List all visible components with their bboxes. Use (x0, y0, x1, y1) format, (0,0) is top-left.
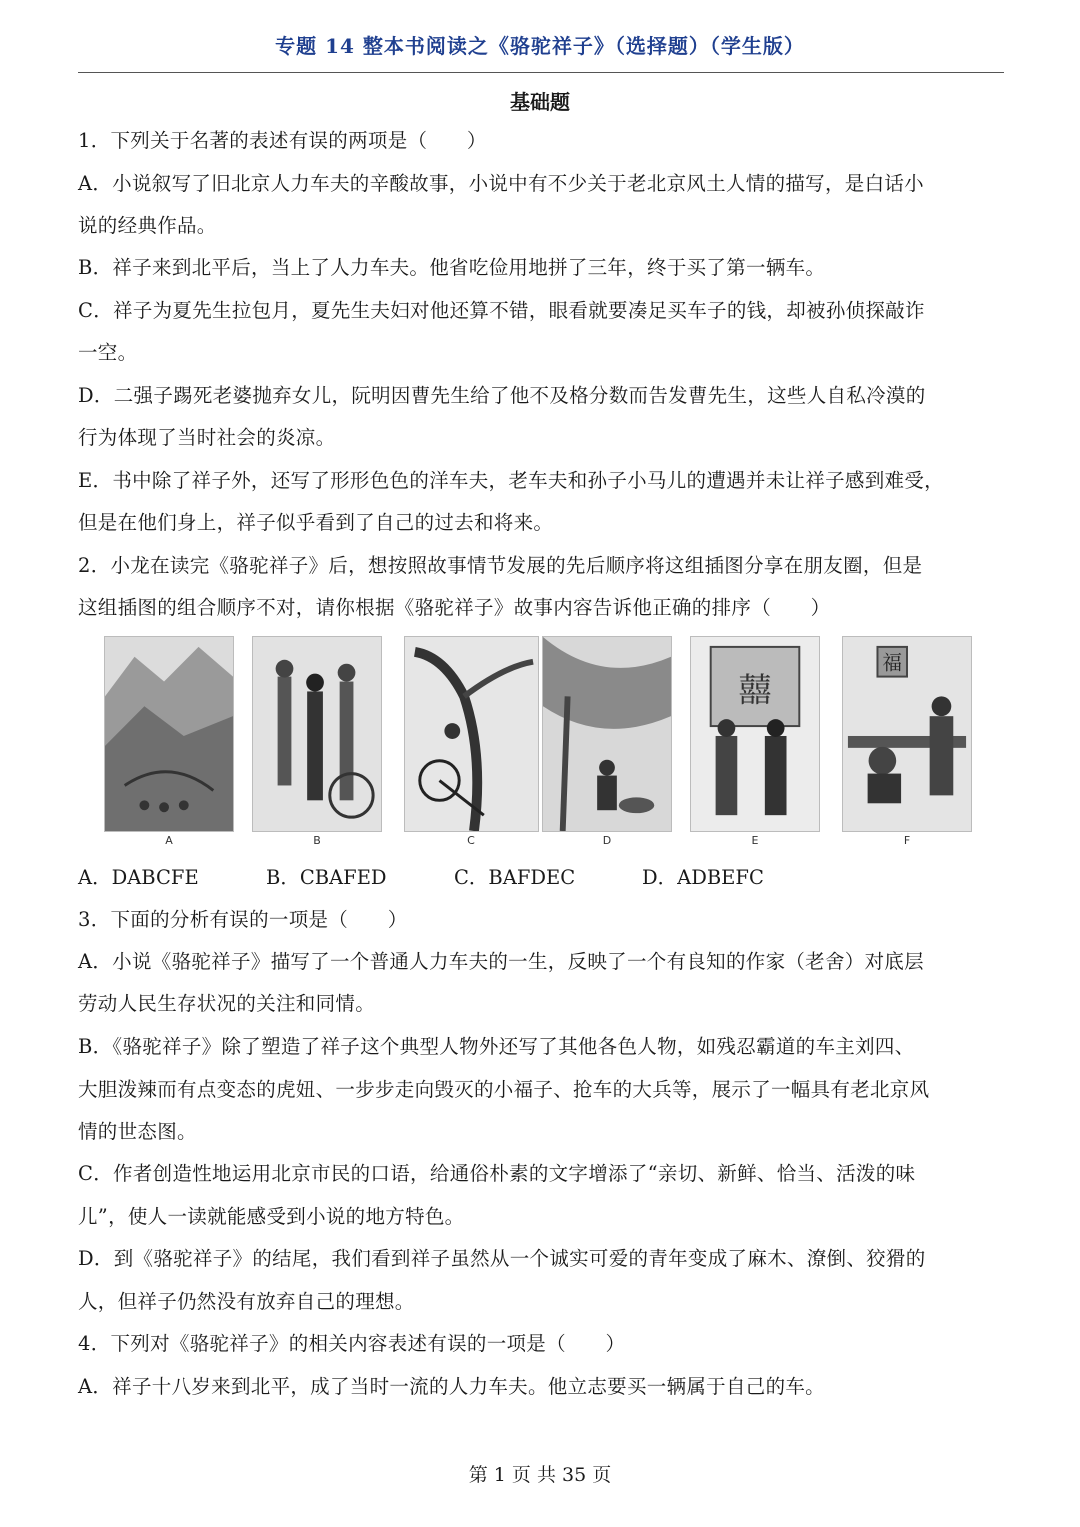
question-4-stem: 4．下列对《骆驼祥子》的相关内容表述有误的一项是（ ） (78, 1332, 626, 1355)
illustration-f (842, 636, 972, 832)
question-1-option-d: D．二强子踢死老婆抛弃女儿，阮明因曹先生给了他不及格分数而告发曹先生，这些人自私冷漠的 (78, 384, 926, 407)
illustration-strip (100, 636, 980, 854)
question-2-option-a: A．DABCFE (78, 866, 199, 889)
question-3-stem: 3．下面的分析有误的一项是（ ） (78, 908, 408, 931)
question-1-option-b: B．祥子来到北平后，当上了人力车夫。他省吃俭用地拼了三年，终于买了第一辆车。 (78, 256, 826, 279)
illustration-d (542, 636, 672, 832)
question-1-option-c-cont: 一空。 (78, 341, 138, 364)
illustration-b (252, 636, 382, 832)
question-2-option-d: D．ADBEFC (642, 866, 764, 889)
question-1-option-c: C．祥子为夏先生拉包月，夏先生夫妇对他还算不错，眼看就要凑足买车子的钱，却被孙侦探敲诈 (78, 299, 925, 322)
header-divider (78, 72, 1004, 73)
question-3-option-b: B．《骆驼祥子》除了塑造了祥子这个典型人物外还写了其他各色人物，如残忍霸道的车主刘四、 (78, 1035, 915, 1058)
illustration-c (404, 636, 539, 832)
question-2-stem: 2．小龙在读完《骆驼祥子》后，想按照故事情节发展的先后顺序将这组插图分享在朋友圈，但是 (78, 554, 923, 577)
question-2-options (78, 864, 1008, 892)
illustration-label-f: F (903, 834, 911, 847)
question-3-option-a-cont: 劳动人民生存状况的关注和同情。 (78, 992, 376, 1015)
page-number: 第 1 页 共 35 页 (468, 1464, 612, 1486)
question-3-option-d: D．到《骆驼祥子》的结尾，我们看到祥子虽然从一个诚实可爱的青年变成了麻木、潦倒、狡猾的 (78, 1247, 926, 1270)
illustration-label-b: B (313, 834, 321, 847)
page-header-title: 专题 14 整本书阅读之《骆驼祥子》（选择题）（学生版） (275, 34, 805, 58)
question-4-option-a: A．祥子十八岁来到北平，成了当时一流的人力车夫。他立志要买一辆属于自己的车。 (78, 1375, 825, 1398)
question-1-option-e-cont: 但是在他们身上，祥子似乎看到了自己的过去和将来。 (78, 511, 554, 534)
illustration-a (104, 636, 234, 832)
illustration-label-c: C (467, 834, 475, 847)
question-2-option-b: B．CBAFED (266, 866, 387, 889)
question-3-option-d-cont: 人，但祥子仍然没有放弃自己的理想。 (78, 1290, 415, 1313)
illustration-label-a: A (165, 834, 173, 847)
illustration-e (690, 636, 820, 832)
question-1-option-d-cont: 行为体现了当时社会的炎凉。 (78, 426, 336, 449)
question-3-option-b-cont2: 情的世态图。 (78, 1120, 197, 1143)
question-3-option-c: C．作者创造性地运用北京市民的口语，给通俗朴素的文字增添了“亲切、新鲜、恰当、活泼的味 (78, 1162, 916, 1185)
question-3-option-a: A．小说《骆驼祥子》描写了一个普通人力车夫的一生，反映了一个有良知的作家（老舍）对底层 (78, 950, 924, 973)
question-3-option-c-cont: 儿”，使人一读就能感受到小说的地方特色。 (78, 1205, 465, 1228)
question-1-option-a-cont: 说的经典作品。 (78, 214, 217, 237)
section-title: 基础题 (510, 90, 570, 114)
svg-text:囍: 囍 (738, 670, 772, 710)
svg-text:福: 福 (882, 651, 903, 675)
question-2-stem-cont: 这组插图的组合顺序不对，请你根据《骆驼祥子》故事内容告诉他正确的排序（ ） (78, 596, 831, 619)
question-1-option-e: E．书中除了祥子外，还写了形形色色的洋车夫，老车夫和孙子小马儿的遭遇并未让祥子感到难受， (78, 469, 944, 492)
question-3-option-b-cont: 大胆泼辣而有点变态的虎妞、一步步走向毁灭的小福子、抢车的大兵等，展示了一幅具有老北京风 (78, 1078, 930, 1101)
question-2-option-c: C．BAFDEC (454, 866, 576, 889)
illustration-label-d: D (602, 834, 612, 847)
question-1-stem: 1．下列关于名著的表述有误的两项是（ ） (78, 129, 487, 152)
question-1-option-a: A．小说叙写了旧北京人力车夫的辛酸故事，小说中有不少关于老北京风土人情的描写，是白话小 (78, 172, 924, 195)
illustration-label-e: E (751, 834, 759, 847)
